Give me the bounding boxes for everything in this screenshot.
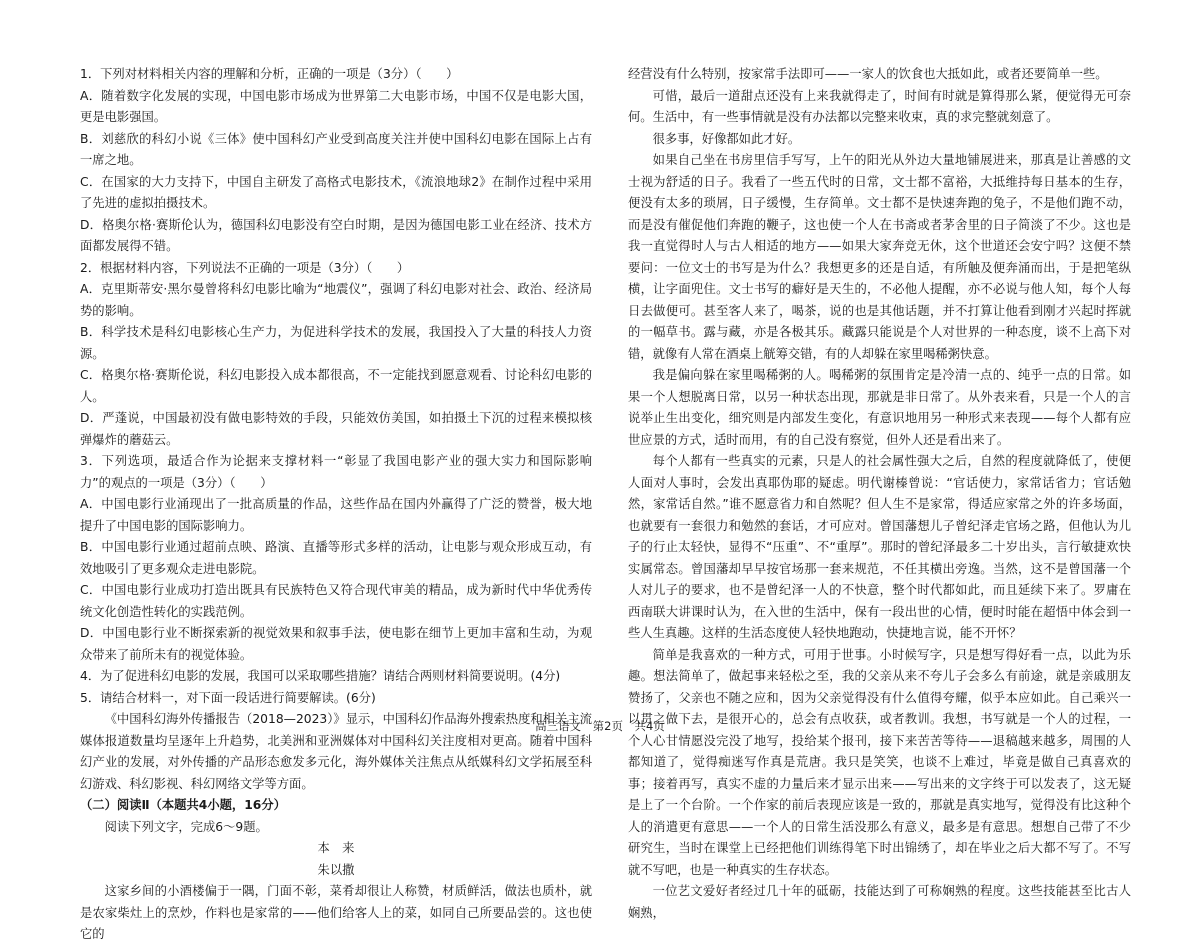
left-paragraph: 4．为了促进科幻电影的发展，我国可以采取哪些措施？请结合两则材料简要说明。(4分) xyxy=(80,669,561,683)
left-paragraph: B．科学技术是科幻电影核心生产力，为促进科学技术的发展，我国投入了大量的科技人力资源。 xyxy=(80,325,592,361)
right-column xyxy=(628,64,1131,924)
right-paragraph: 每个人都有一些真实的元素，只是人的社会属性强大之后，自然的程度就降低了，使便人面对人事时，会发出真耶伪耶的疑虑。明代谢榛曾说：“官话使力，家常话省力；官话勉然，家常话自然。”谁不愿意省力和自然呢？但人生不是家常，得适应家常之外的许多场面，也就要有一套很力和勉然的套话，才可应对。曾国藩想儿子曾纪泽走官场之路，但他认为儿子的行止太轻快，显得不“压重”、不“重厚”。那时的曾纪泽最多二十岁出头，言行敏捷欢快实属常态。曾国藩却早早按官场那一套来规范，不任其横出旁逸。当然，这不是曾国藩一个人对儿子的要求，也不是曾纪泽一人的不快意，整个时代都如此，而且延续下来了。罗庸在西南联大讲课时认为，在入世的生活中，保有一段出世的心情，便时时能在超悟中体会到一些人生真趣。这样的生活态度使人轻快地跑动，快捷地言说，能不开怀？ xyxy=(628,454,1131,640)
left-paragraph: 《中国科幻海外传播报告（2018—2023）》显示，中国科幻作品海外搜索热度和相关主流媒体报道数量均呈逐年上升趋势，北美洲和亚洲媒体对中国科幻关注度相对更高。随着中国科幻产业的发展，对外传播的产品形态愈发多元化，海外媒体关注焦点从纸媒科幻文学拓展至科幻游戏、科幻影视、科幻网络文学等方面。 xyxy=(80,712,592,791)
right-paragraph: 很多事，好像都如此才好。 xyxy=(652,131,801,146)
left-paragraph: A．中国电影行业涌现出了一批高质量的作品，这些作品在国内外赢得了广泛的赞誉，极大地提升了中国电影的国际影响力。 xyxy=(80,497,592,533)
left-paragraph: 5．请结合材料一，对下面一段话进行简要解读。(6分) xyxy=(80,690,376,705)
left-paragraph: 1．下列对材料相关内容的理解和分析，正确的一项是（3分）（ ） xyxy=(80,67,459,81)
left-paragraph: D．中国电影行业不断探索新的视觉效果和叙事手法，使电影在细节上更加丰富和生动，为观众带来了前所未有的视觉体验。 xyxy=(80,626,592,662)
right-paragraph: 如果自己坐在书房里信手写写，上午的阳光从外边大量地铺展进来，那真是让善感的文士视为舒适的日子。我看了一些五代时的日常，文士都不富裕，大抵维持每日基本的生存，便没有太多的琐屑，日子缓慢，生存简单。文士都不是快速奔跑的兔子，不是他们跑不动，而是没有催促他们奔跑的鞭子，这也使一个人在书斋或者茅舍里的日子简淡了不少。这也是我一直觉得时人与古人相适的地方——如果大家奔竞无休，这个世道还会安宁吗？这便不禁要问：一位文士的书写是为什么？我想更多的还是自适，有所触及便奔涌而出，于是把笔纵横，让字面兜住。文士书写的癖好是天生的，不必他人提醒，亦不必说与他人知，每个人每日去做便可。甚至客人来了，喝茶，说的也是其他话题，并不打算让他看到刚才兴起时挥就的一幅草书。露与藏，亦是各极其乐。藏露只能说是个人对世界的一种态度，谈不上高下对错，就像有人常在酒桌上觥筹交错，有的人却躲在家里喝稀粥快意。 xyxy=(628,153,1131,361)
right-paragraph: 经营没有什么特别，按家常手法即可——一家人的饮食也大抵如此，或者还要简单一些。 xyxy=(628,67,1108,81)
left-paragraph: 这家乡间的小酒楼偏于一隅，门面不彰，菜肴却很让人称赞，材质鲜活，做法也质朴，就是农家柴灶上的烹炒，作料也是家常的——他们给客人上的菜，如同自己所要品尝的。这也使它的 xyxy=(80,884,592,941)
left-paragraph: 本 来 xyxy=(317,841,355,855)
left-paragraph: B．中国电影行业通过超前点映、路演、直播等形式多样的活动，让电影与观众形成互动，有效地吸引了更多观众走进电影院。 xyxy=(80,540,592,576)
left-column xyxy=(80,64,592,946)
left-paragraph: C．中国电影行业成功打造出既具有民族特色又符合现代审美的精品，成为新时代中华优秀传统文化创造性转化的实践范例。 xyxy=(80,583,592,619)
left-paragraph: D．格奥尔格·赛斯伦认为，德国科幻电影没有空白时期，是因为德国电影工业在经济、技术方面都发展得不错。 xyxy=(80,217,592,253)
right-paragraph: 可惜，最后一道甜点还没有上来我就得走了，时间有时就是算得那么紧，便觉得无可奈何。生活中，有一些事情就是没有办法都以完整来收束，真的求完整就刻意了。 xyxy=(628,88,1131,124)
left-paragraph: （二）阅读Ⅱ（本题共4小题，16分） xyxy=(80,798,286,812)
left-paragraph: A．克里斯蒂安·黑尔曼曾将科幻电影比喻为“地震仪”，强调了科幻电影对社会、政治、经济局势的影响。 xyxy=(80,282,592,318)
right-paragraph: 一位艺文爱好者经过几十年的砥砺，技能达到了可称娴熟的程度。这些技能甚至比古人娴熟， xyxy=(628,884,1131,920)
left-paragraph: 2．根据材料内容，下列说法不正确的一项是（3分）（ ） xyxy=(80,260,410,275)
left-paragraph: C．在国家的大力支持下，中国自主研发了高格式电影技术，《流浪地球2》在制作过程中采用了先进的虚拟拍摄技术。 xyxy=(80,174,592,210)
left-paragraph: D．严蓬说，中国最初没有做电影特效的手段，只能效仿美国，如拍摄土下沉的过程来模拟核弹爆炸的蘑菇云。 xyxy=(80,411,592,447)
left-paragraph: A．随着数字化发展的实现，中国电影市场成为世界第二大电影市场，中国不仅是电影大国，更是电影强国。 xyxy=(80,88,592,124)
right-paragraph: 我是偏向躲在家里喝稀粥的人。喝稀粥的氛围肯定是冷清一点的、纯乎一点的日常。如果一个人想脱离日常，以另一种状态出现，那就是非日常了。从外表来看，只是一个人的言说举止生出变化，细究则是内部发生变化，有意识地用另一种形式来表现——每个人都有应世应景的方式，适时而用，有的自己没有察觉，但外人还是看出来了。 xyxy=(628,368,1131,447)
left-paragraph: B．刘慈欣的科幻小说《三体》使中国科幻产业受到高度关注并使中国科幻电影在国际上占有一席之地。 xyxy=(80,131,592,167)
left-paragraph: 阅读下列文字，完成6～9题。 xyxy=(104,819,268,834)
right-paragraph: 简单是我喜欢的一种方式，可用于世事。小时候写字，只是想写得好看一点，以此为乐趣。想法简单了，做起事来轻松之至，我的父亲从来不夸儿子会多么有前途，就是亲戚朋友赞扬了，父亲也不随之应和，因为父亲觉得没有什么值得夸耀，似乎本应如此。自己乘兴一以贯之做下去，是很开心的，总会有点收获，或者教训。我想，书写就是一个人的过程，一个人心甘情愿没完没了地写，投给某个报刊，接下来苦苦等待——退稿越来越多，周围的人都知道了，觉得痴迷写作真是荒唐。我只是笑笑，也谈不上难过，毕竟是做自己真喜欢的事；接着再写，真实不虚的力量后来才显示出来——写出来的文字终于可以发表了，这无疑是上了一个台阶。一个作家的前后表现应该是一致的，那就是真实地写，觉得没有比这种个人的消遣更有意思——一个人的日常生活没那么有意义，最多是有意思。想想自己带了不少研究生，当时在课堂上已经把他们训练得笔下时出锦绣了，却在毕业之后大都不写了。不写就不写吧，也是一种真实的生存状态。 xyxy=(628,647,1131,877)
page-footer: 高三语文 第2页 共4页 xyxy=(535,719,665,733)
left-paragraph: C．格奥尔格·赛斯伦说，科幻电影投入成本都很高，不一定能找到愿意观看、讨论科幻电影的人。 xyxy=(80,368,592,404)
left-paragraph: 朱以撒 xyxy=(317,862,355,877)
left-paragraph: 3．下列选项，最适合作为论据来支撑材料一“彰显了我国电影产业的强大实力和国际影响力”的观点的一项是（3分）（ ） xyxy=(80,454,592,490)
